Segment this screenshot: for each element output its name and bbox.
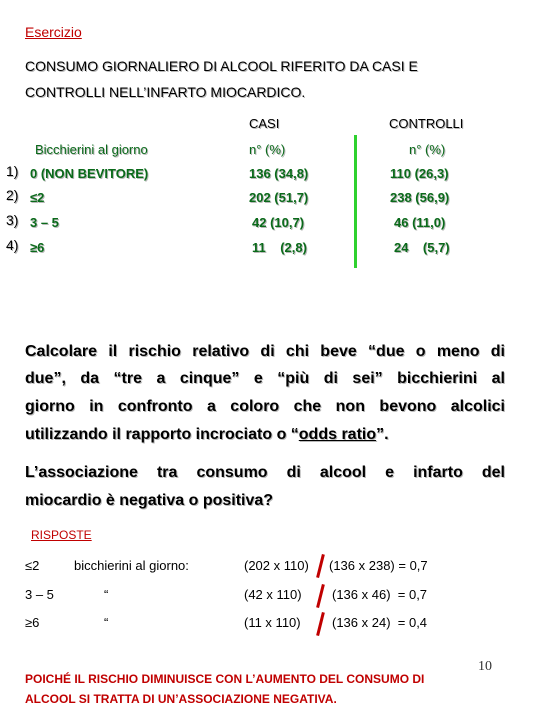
answer-numerator: (202 x 110)	[244, 558, 309, 573]
cell-casi: 202 (51,7)	[249, 190, 309, 205]
answer-label: ≥6	[25, 615, 40, 630]
cell-controlli: 24 (5,7)	[394, 240, 450, 255]
cell-casi: 42 (10,7)	[252, 215, 305, 230]
answer-numerator: (11 x 110)	[244, 615, 301, 630]
division-slash	[316, 612, 325, 636]
cell-controlli: 238 (56,9)	[390, 190, 450, 205]
answer-denominator: (136 x 24) = 0,4	[332, 615, 428, 630]
question-2-line: L’associazione tra consumo di alcool e infarto del	[25, 464, 505, 481]
answer-desc: “	[104, 587, 109, 602]
odds-ratio-term: odds ratio	[298, 426, 377, 443]
unit-casi: n° (%)	[249, 142, 286, 157]
answer-desc: bicchierini al giorno:	[74, 558, 189, 573]
question-1-line: giorno in confronto a coloro che non bevono alcolici	[25, 398, 505, 415]
unit-controlli: n° (%)	[409, 142, 446, 157]
answer-label: ≤2	[25, 558, 40, 573]
answers-heading: RISPOSTE	[31, 528, 92, 542]
answer-denominator: (136 x 238) = 0,7	[329, 558, 428, 573]
cell-controlli: 46 (11,0)	[394, 215, 446, 230]
cell-casi: 11 (2,8)	[252, 240, 307, 255]
header-casi: CASI	[249, 116, 280, 131]
question-1-line	[25, 426, 389, 444]
answer-numerator: (42 x 110)	[244, 587, 302, 602]
exercise-title: Esercizio	[25, 24, 82, 40]
row-number: 4)	[6, 237, 19, 253]
row-number: 2)	[6, 187, 19, 203]
division-slash	[316, 554, 325, 578]
row-number: 1)	[6, 163, 19, 179]
cell-casi: 136 (34,8)	[249, 166, 309, 181]
question-1-text-end: ”.	[376, 426, 389, 443]
header-controlli: CONTROLLI	[389, 116, 464, 131]
question-1-line: Calcolare il rischio relativo di chi beve “due o meno di	[25, 343, 505, 360]
question-1-text: utilizzando il rapporto incrociato o “	[25, 426, 299, 443]
answer-desc: “	[104, 615, 109, 630]
answer-label: 3 – 5	[25, 587, 54, 602]
row-header-label: Bicchierini al giorno	[35, 142, 148, 157]
intro-line-1: CONSUMO GIORNALIERO DI ALCOOL RIFERITO DA CASI E	[25, 58, 418, 74]
conclusion-line: POICHÉ IL RISCHIO DIMINUISCE CON L’AUMENTO DEL CONSUMO DI	[25, 672, 425, 686]
division-slash	[316, 584, 325, 608]
row-label: ≤2	[30, 190, 45, 205]
answer-denominator: (136 x 46) = 0,7	[332, 587, 428, 602]
row-number: 3)	[6, 212, 19, 228]
intro-line-2: CONTROLLI NELL’INFARTO MIOCARDICO.	[25, 84, 306, 100]
question-1-line: due”, da “tre a cinque” e “più di sei” bicchierini al	[25, 370, 505, 387]
conclusion-line: ALCOOL SI TRATTA DI UN’ASSOCIAZIONE NEGATIVA.	[25, 692, 337, 706]
row-label: ≥6	[30, 240, 45, 255]
row-label: 0 (NON BEVITORE)	[30, 166, 149, 181]
row-label: 3 – 5	[30, 215, 59, 230]
column-divider	[354, 135, 357, 268]
cell-controlli: 110 (26,3)	[390, 166, 449, 181]
page-number: 10	[478, 659, 492, 674]
question-2-line: miocardio è negativa o positiva?	[25, 492, 274, 509]
